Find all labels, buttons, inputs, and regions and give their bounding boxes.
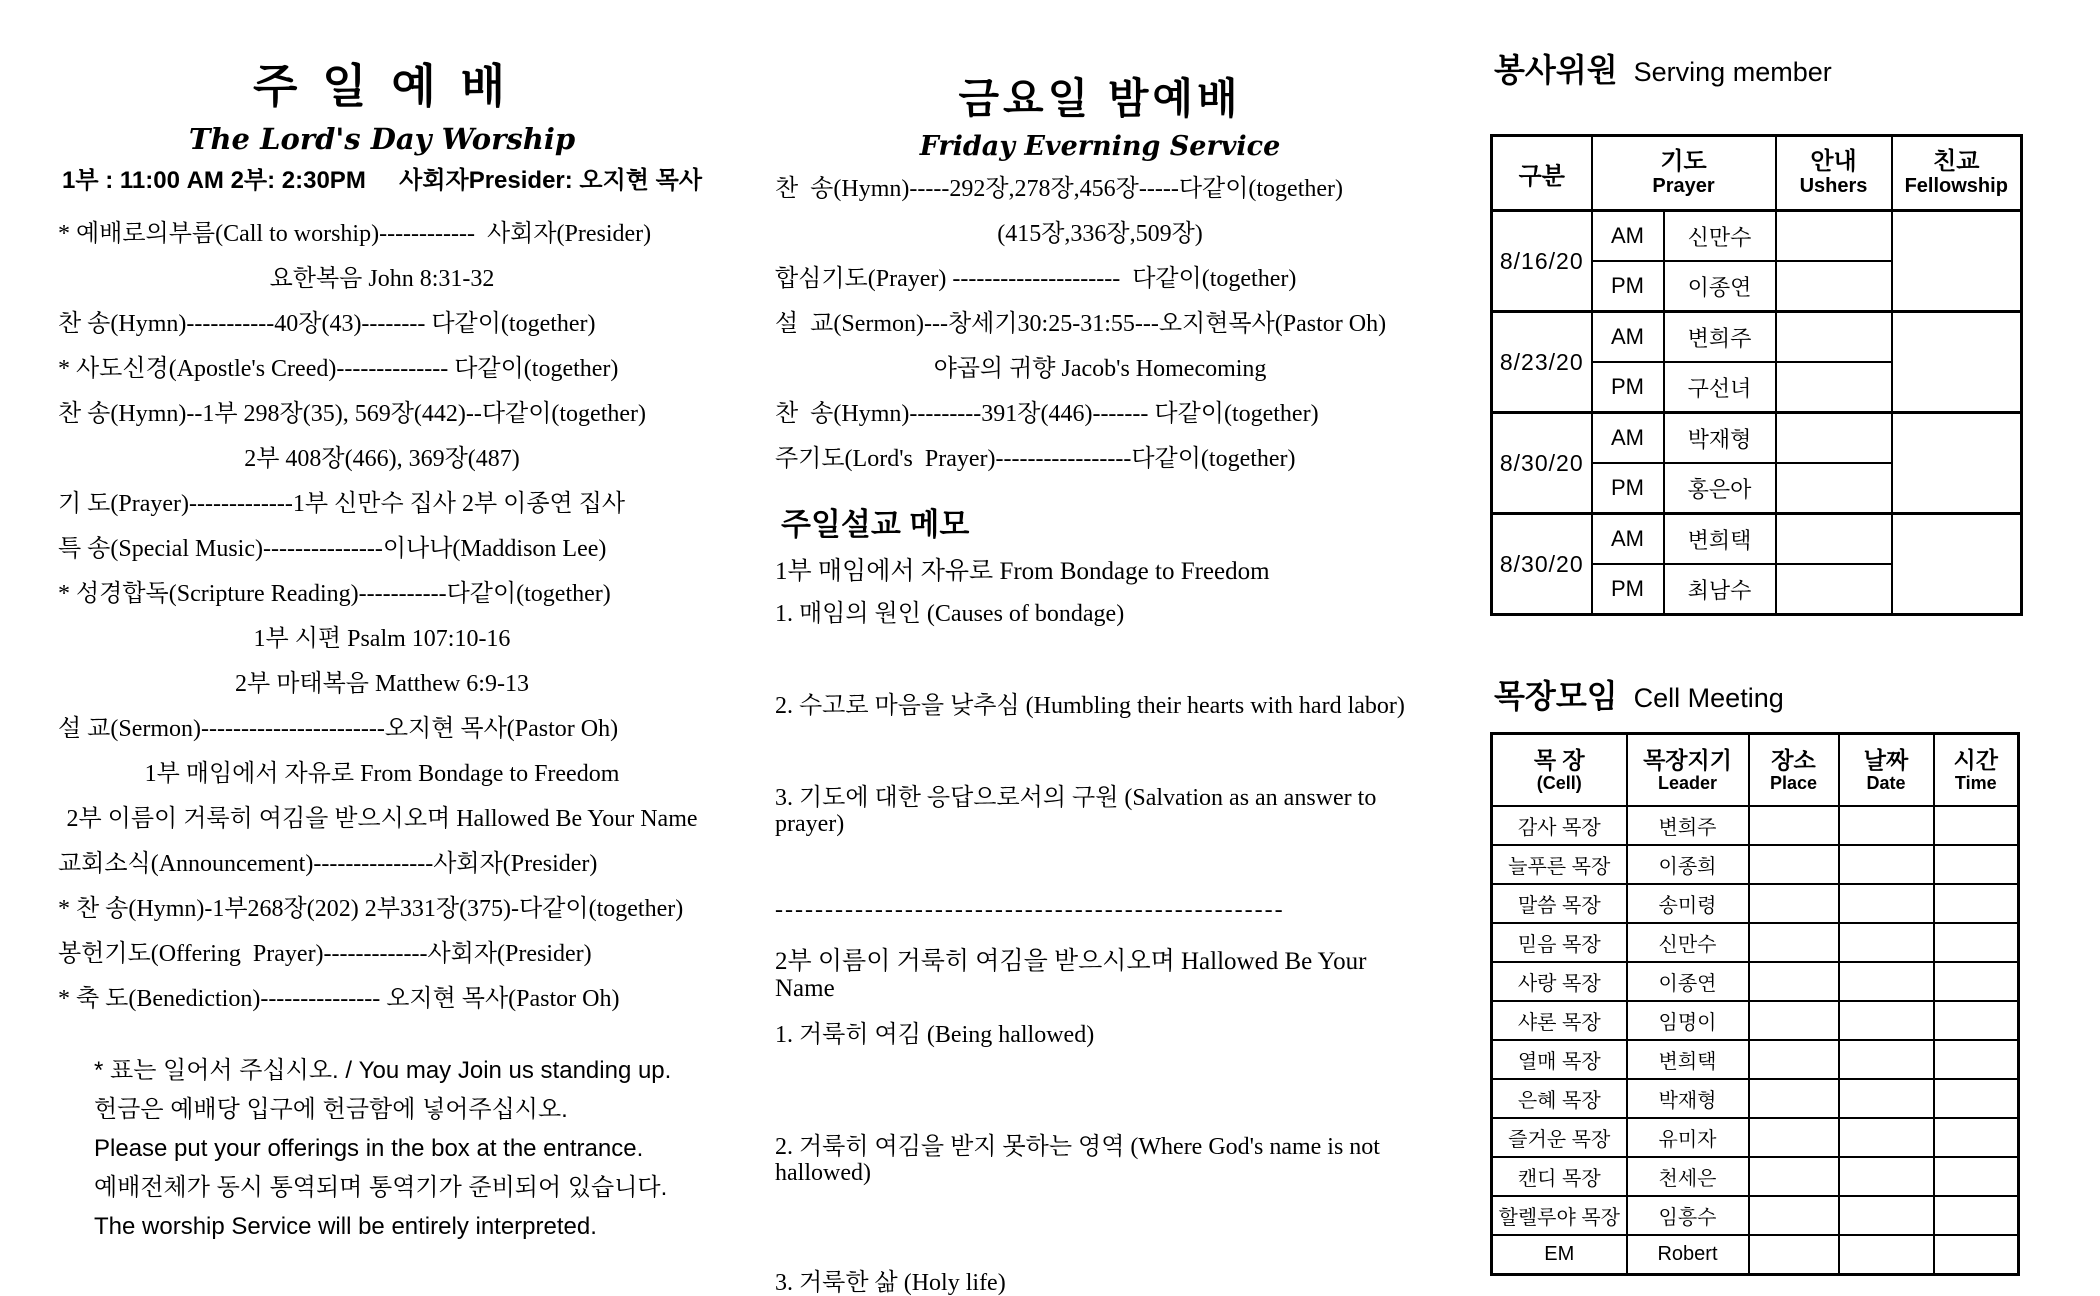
leader-name: 천세은	[1627, 1157, 1749, 1196]
sermon-point: 2. 수고로 마음을 낮추심 (Humbling their hearts with hard labor)	[775, 693, 1405, 719]
schedule-line	[62, 166, 702, 196]
sermon-part1-title: 1부 매임에서 자유로 From Bondage to Freedom	[775, 558, 1270, 585]
cell-name: 캔디 목장	[1492, 1157, 1627, 1196]
worship-order-line: 교회소식(Announcement)---------------사회자(Presider)	[58, 851, 598, 877]
prayer-name-pm: 최남수	[1664, 564, 1776, 615]
ushers-cell	[1776, 312, 1892, 363]
note-line: * 표는 일어서 주십시오. / You may Join us standing up.	[94, 1057, 672, 1084]
worship-order-line: * 사도신경(Apostle's Creed)-------------- 다같이(together)	[58, 356, 619, 382]
cell-name: 즐거운 목장	[1492, 1118, 1627, 1157]
time-cell	[1934, 1118, 2019, 1157]
leader-name: Robert	[1627, 1235, 1749, 1275]
cell-name: 감사 목장	[1492, 806, 1627, 845]
worship-order-line: 요한복음 John 8:31-32	[269, 266, 495, 292]
prayer-name-am: 박재형	[1664, 413, 1776, 464]
presider-label: 사회자Presider: 오지현 목사	[399, 167, 702, 194]
place-cell	[1749, 884, 1839, 923]
pm-label: PM	[1592, 564, 1664, 615]
fellowship-cell	[1892, 211, 2022, 312]
cell-meeting-row	[1492, 1196, 2019, 1235]
prayer-name-am: 신만수	[1664, 211, 1776, 262]
sermon-part2-points	[775, 1022, 1425, 1296]
col-time: 시간 Time	[1934, 734, 2019, 807]
cell-meeting-heading-ko: 목장모임	[1494, 678, 1618, 714]
am-label: AM	[1592, 514, 1664, 565]
ushers-cell	[1776, 463, 1892, 514]
date-cell	[1839, 1040, 1934, 1079]
service-times: 1부 : 11:00 AM 2부: 2:30PM	[62, 167, 366, 194]
serving-header-row	[1492, 136, 2022, 211]
ushers-cell	[1776, 514, 1892, 565]
cell-name: 열매 목장	[1492, 1040, 1627, 1079]
cell-meeting-row	[1492, 962, 2019, 1001]
friday-service-subtitle: Friday Everning Service	[919, 131, 1281, 162]
worship-order-line: (415장,336장,509장)	[997, 221, 1203, 247]
sermon-point: 2. 거룩히 여김을 받지 못하는 영역 (Where God's name is not hallowed)	[775, 1134, 1386, 1186]
cell-meeting-heading-en: Cell Meeting	[1633, 683, 1784, 713]
cell-meeting-row	[1492, 1118, 2019, 1157]
place-cell	[1749, 1040, 1839, 1079]
sermon-point: 1. 거룩히 여김 (Being hallowed)	[775, 1022, 1095, 1048]
time-cell	[1934, 1079, 2019, 1118]
ushers-cell	[1776, 413, 1892, 464]
worship-order-line: 설 교(Sermon)-----------------------오지현 목사(Pastor Oh)	[58, 716, 619, 742]
place-cell	[1749, 923, 1839, 962]
serving-row-am	[1492, 514, 2022, 565]
time-cell	[1934, 962, 2019, 1001]
col-fellowship: 친교 Fellowship	[1892, 136, 2022, 211]
place-cell	[1749, 1079, 1839, 1118]
leader-name: 이종희	[1627, 845, 1749, 884]
cell-meeting-row	[1492, 884, 2019, 923]
serving-member-heading	[1494, 50, 2024, 90]
ushers-cell	[1776, 362, 1892, 413]
cell-meeting-header-row	[1492, 734, 2019, 807]
prayer-name-pm: 홍은아	[1664, 463, 1776, 514]
date-cell	[1839, 806, 1934, 845]
date-cell	[1839, 1157, 1934, 1196]
time-cell	[1934, 1040, 2019, 1079]
place-cell	[1749, 962, 1839, 1001]
time-cell	[1934, 884, 2019, 923]
place-cell	[1749, 1118, 1839, 1157]
col-category: 구분	[1492, 136, 1592, 211]
standing-offering-notes	[58, 1058, 706, 1240]
worship-order-line: 설 교(Sermon)---창세기30:25-31:55---오지현목사(Pastor Oh)	[775, 311, 1387, 337]
ushers-cell	[1776, 261, 1892, 312]
sunday-worship-title: 주 일 예 배	[252, 60, 512, 112]
sunday-worship-order-list	[58, 222, 706, 1012]
leader-name: 신만수	[1627, 923, 1749, 962]
serving-date: 8/16/20	[1492, 211, 1592, 312]
note-line: The worship Service will be entirely interpreted.	[94, 1213, 597, 1240]
col-ushers: 안내 Ushers	[1776, 136, 1892, 211]
date-cell	[1839, 1001, 1934, 1040]
time-cell	[1934, 1001, 2019, 1040]
worship-order-line: 야곱의 귀향 Jacob's Homecoming	[933, 356, 1267, 382]
fellowship-cell	[1892, 514, 2022, 615]
pm-label: PM	[1592, 463, 1664, 514]
date-cell	[1839, 845, 1934, 884]
place-cell	[1749, 1235, 1839, 1275]
friday-service-column	[775, 75, 1425, 1296]
leader-name: 변희택	[1627, 1040, 1749, 1079]
col-leader: 목장지기 Leader	[1627, 734, 1749, 807]
serving-member-table	[1490, 134, 2023, 616]
place-cell	[1749, 845, 1839, 884]
memo-divider: ---------------------------------------------------	[775, 897, 1285, 923]
am-label: AM	[1592, 413, 1664, 464]
worship-order-line: 기 도(Prayer)-------------1부 신만수 집사 2부 이종연 집사	[58, 491, 626, 517]
date-cell	[1839, 1235, 1934, 1275]
time-cell	[1934, 1196, 2019, 1235]
worship-order-line: * 예배로의부름(Call to worship)------------ 사회자(Presider)	[58, 221, 652, 247]
sermon-part1-points	[775, 601, 1425, 837]
sermon-point: 3. 기도에 대한 응답으로서의 구원 (Salvation as an answer to prayer)	[775, 785, 1383, 837]
date-cell	[1839, 1196, 1934, 1235]
serving-row-am	[1492, 413, 2022, 464]
cell-name: EM	[1492, 1235, 1627, 1275]
worship-order-line: 찬 송(Hymn)---------391장(446)------- 다같이(together)	[775, 401, 1319, 427]
worship-order-line: * 찬 송(Hymn)-1부268장(202) 2부331장(375)-다같이(together)	[58, 896, 684, 922]
date-cell	[1839, 884, 1934, 923]
cell-meeting-heading	[1494, 676, 2024, 716]
time-cell	[1934, 923, 2019, 962]
cell-name: 샤론 목장	[1492, 1001, 1627, 1040]
cell-name: 사랑 목장	[1492, 962, 1627, 1001]
cell-meeting-row	[1492, 845, 2019, 884]
worship-order-line: 1부 매임에서 자유로 From Bondage to Freedom	[144, 761, 620, 787]
worship-order-line: 2부 마태복음 Matthew 6:9-13	[235, 671, 529, 697]
place-cell	[1749, 1196, 1839, 1235]
prayer-name-am: 변희택	[1664, 514, 1776, 565]
time-cell	[1934, 1157, 2019, 1196]
place-cell	[1749, 806, 1839, 845]
worship-order-line: 특 송(Special Music)---------------이나나(Maddison Lee)	[58, 536, 607, 562]
sunday-worship-column	[58, 60, 706, 1253]
note-line: 예배전체가 동시 통역되며 통역기가 준비되어 있습니다.	[94, 1174, 668, 1201]
serving-date: 8/30/20	[1492, 514, 1592, 615]
note-line: Please put your offerings in the box at the entrance.	[94, 1135, 644, 1162]
cell-name: 말씀 목장	[1492, 884, 1627, 923]
sermon-part2-title: 2부 이름이 거룩히 여김을 받으시오며 Hallowed Be Your Name	[775, 948, 1373, 1002]
leader-name: 이종연	[1627, 962, 1749, 1001]
serving-date: 8/30/20	[1492, 413, 1592, 514]
serving-member-heading-ko: 봉사위원	[1494, 52, 1618, 88]
cell-name: 은혜 목장	[1492, 1079, 1627, 1118]
friday-order-list	[775, 177, 1425, 472]
cell-name: 믿음 목장	[1492, 923, 1627, 962]
date-cell	[1839, 1118, 1934, 1157]
prayer-name-am: 변희주	[1664, 312, 1776, 363]
cell-meeting-row	[1492, 1040, 2019, 1079]
worship-order-line: * 성경합독(Scripture Reading)-----------다같이(together)	[58, 581, 611, 607]
tables-column	[1490, 50, 2024, 1276]
worship-order-line: 1부 시편 Psalm 107:10-16	[253, 626, 511, 652]
cell-meeting-row	[1492, 923, 2019, 962]
note-line: 헌금은 예배당 입구에 헌금함에 넣어주십시오.	[94, 1096, 568, 1123]
date-cell	[1839, 1079, 1934, 1118]
pm-label: PM	[1592, 261, 1664, 312]
ushers-cell	[1776, 211, 1892, 262]
prayer-name-pm: 이종연	[1664, 261, 1776, 312]
date-cell	[1839, 923, 1934, 962]
pm-label: PM	[1592, 362, 1664, 413]
serving-row-am	[1492, 312, 2022, 363]
leader-name: 송미령	[1627, 884, 1749, 923]
worship-order-line: 봉헌기도(Offering Prayer)-------------사회자(Presider)	[58, 941, 592, 967]
am-label: AM	[1592, 211, 1664, 262]
serving-date: 8/23/20	[1492, 312, 1592, 413]
leader-name: 임명이	[1627, 1001, 1749, 1040]
col-date: 날짜 Date	[1839, 734, 1934, 807]
time-cell	[1934, 845, 2019, 884]
col-prayer: 기도 Prayer	[1592, 136, 1776, 211]
serving-member-heading-en: Serving member	[1633, 57, 1832, 87]
cell-meeting-row	[1492, 1235, 2019, 1275]
friday-service-title: 금요일 밤예배	[958, 75, 1242, 122]
fellowship-cell	[1892, 413, 2022, 514]
serving-row-am	[1492, 211, 2022, 262]
fellowship-cell	[1892, 312, 2022, 413]
am-label: AM	[1592, 312, 1664, 363]
sermon-point: 1. 매임의 원인 (Causes of bondage)	[775, 601, 1125, 627]
sunday-worship-subtitle: The Lord's Day Worship	[188, 122, 576, 156]
worship-order-line: 2부 408장(466), 369장(487)	[244, 446, 520, 472]
cell-meeting-row	[1492, 1001, 2019, 1040]
sermon-point: 3. 거룩한 삶 (Holy life)	[775, 1270, 1006, 1296]
place-cell	[1749, 1001, 1839, 1040]
worship-order-line: 찬 송(Hymn)--1부 298장(35), 569장(442)--다같이(together)	[58, 401, 647, 427]
cell-meeting-row	[1492, 1079, 2019, 1118]
time-cell	[1934, 1235, 2019, 1275]
leader-name: 임흥수	[1627, 1196, 1749, 1235]
prayer-name-pm: 구선녀	[1664, 362, 1776, 413]
cell-meeting-row	[1492, 1157, 2019, 1196]
cell-meeting-table	[1490, 732, 2020, 1276]
date-cell	[1839, 962, 1934, 1001]
worship-order-line: * 축 도(Benediction)--------------- 오지현 목사(Pastor Oh)	[58, 986, 620, 1012]
place-cell	[1749, 1157, 1839, 1196]
worship-order-line: 주기도(Lord's Prayer)-----------------다같이(together)	[775, 446, 1296, 472]
ushers-cell	[1776, 564, 1892, 615]
leader-name: 박재형	[1627, 1079, 1749, 1118]
sermon-memo-heading: 주일설교 메모	[781, 507, 970, 542]
time-cell	[1934, 806, 2019, 845]
worship-order-line: 2부 이름이 거룩히 여김을 받으시오며 Hallowed Be Your Name	[66, 806, 698, 832]
cell-name: 늘푸른 목장	[1492, 845, 1627, 884]
worship-order-line: 찬 송(Hymn)-----292장,278장,456장-----다같이(together)	[775, 176, 1343, 202]
leader-name: 유미자	[1627, 1118, 1749, 1157]
worship-order-line: 합심기도(Prayer) --------------------- 다같이(together)	[775, 266, 1297, 292]
col-cell: 목 장 (Cell)	[1492, 734, 1627, 807]
cell-meeting-row	[1492, 806, 2019, 845]
col-place: 장소 Place	[1749, 734, 1839, 807]
cell-name: 할렐루야 목장	[1492, 1196, 1627, 1235]
worship-order-line: 찬 송(Hymn)-----------40장(43)-------- 다같이(together)	[58, 311, 596, 337]
leader-name: 변희주	[1627, 806, 1749, 845]
